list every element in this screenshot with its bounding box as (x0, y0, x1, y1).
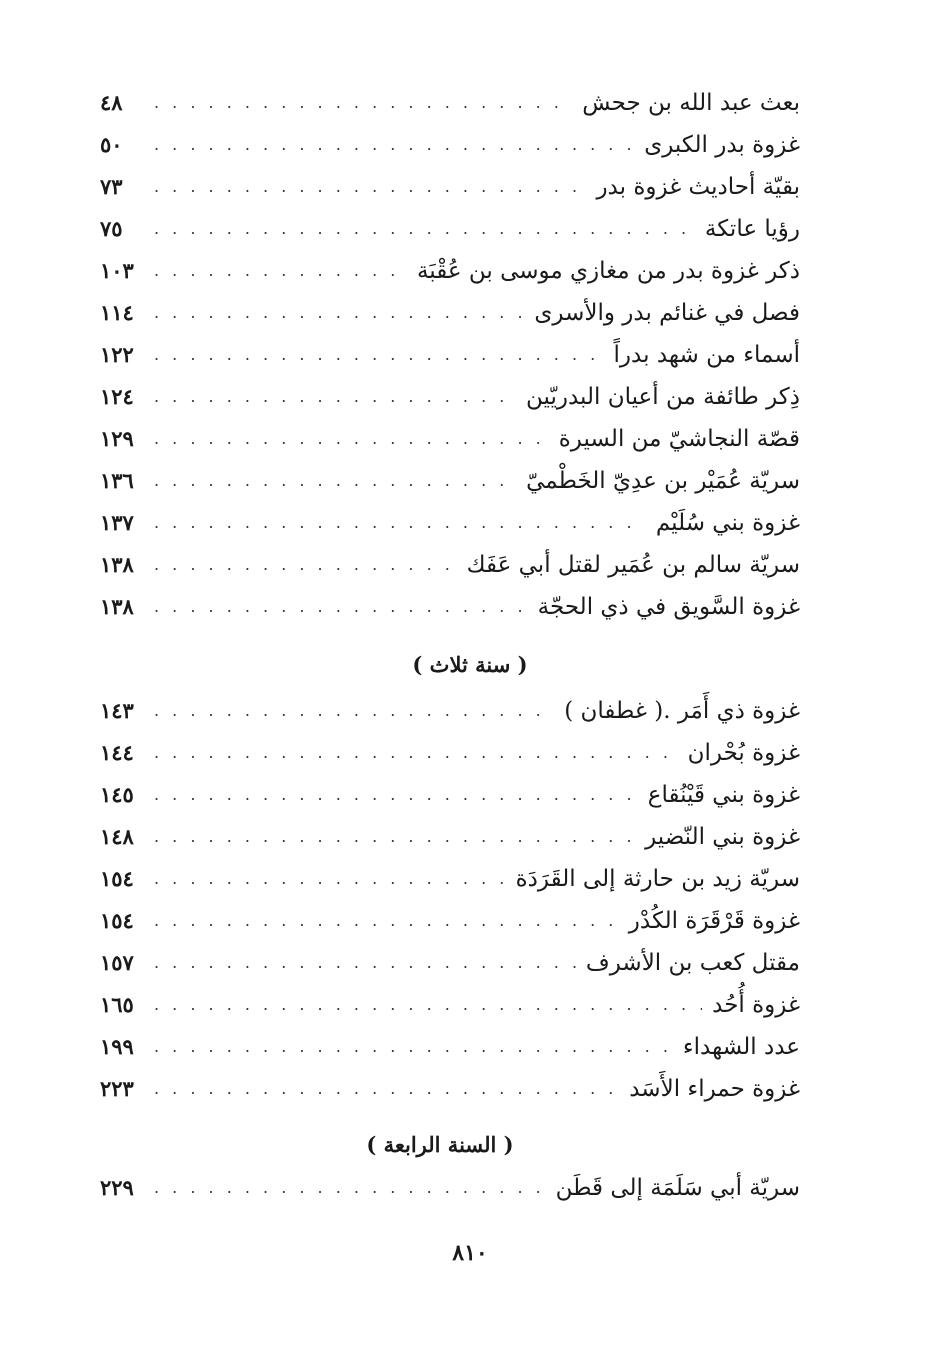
toc-entry (100, 732, 800, 774)
toc-leader-dots (154, 586, 528, 628)
toc-leader-dots (154, 1167, 546, 1209)
toc-entry-title: أسماء من شهد بدراً (613, 342, 800, 368)
toc-entry (100, 858, 800, 900)
toc-entry-title: غزوة بني سُلَيْم (655, 510, 800, 536)
toc-entry-page: ١٥٤ (100, 866, 134, 891)
toc-entry-title: غزوة أُحُد (712, 992, 800, 1018)
toc-entry-page: ١٥٧ (100, 950, 134, 975)
toc-entry-page: ١٦٥ (100, 992, 134, 1017)
toc-entry-title: غزوة بني النّضير (645, 824, 800, 850)
toc-entry-title: سريّة زيد بن حارثة إلى القَرَدَة (515, 866, 800, 892)
toc-entry-title: غزوة بدر الكبرى (644, 132, 800, 158)
toc-leader-dots (154, 942, 576, 984)
toc-entry-page: ١١٤ (100, 300, 134, 325)
toc-leader-dots (154, 984, 702, 1026)
toc-section-year-two (100, 82, 800, 628)
toc-entry-page: ٢٢٩ (100, 1175, 134, 1200)
toc-leader-dots (154, 774, 638, 816)
toc-leader-dots (154, 690, 554, 732)
toc-entry-title: سريّة سالم بن عُمَير لقتل أبي عَفَك (466, 552, 800, 578)
toc-section-year-three (100, 690, 800, 1110)
toc-leader-dots (154, 1026, 673, 1068)
toc-entry-title: غزوة بني قَيْنُقاع (647, 782, 800, 808)
toc-entry-title: فصل في غنائم بدر والأسرى (534, 300, 800, 326)
toc-entry-title: غزوة قَرْقَرَة الكُدْر (628, 908, 800, 934)
toc-leader-dots (154, 292, 524, 334)
toc-entry (100, 250, 800, 292)
toc-entry-page: ١٣٨ (100, 552, 134, 577)
toc-entry (100, 1026, 800, 1068)
toc-entry (100, 418, 800, 460)
toc-entry-title: سريّة عُمَيْر بن عدِيّ الخَطْميّ (526, 468, 800, 494)
toc-leader-dots (154, 208, 695, 250)
toc-leader-dots (154, 502, 646, 544)
toc-leader-dots (154, 816, 635, 858)
toc-entry (100, 774, 800, 816)
toc-entry-page: ١٢٤ (100, 384, 134, 409)
toc-entry (100, 166, 800, 208)
toc-entry (100, 816, 800, 858)
toc-leader-dots (154, 250, 407, 292)
toc-entry (100, 1167, 800, 1209)
toc-entry (100, 544, 800, 586)
toc-entry-page: ١٠٣ (100, 258, 134, 283)
toc-leader-dots (154, 732, 678, 774)
toc-leader-dots (154, 124, 634, 166)
toc-leader-dots (154, 82, 572, 124)
toc-entry (100, 82, 800, 124)
toc-entry-page: ١٢٢ (100, 342, 134, 367)
toc-leader-dots (154, 1068, 619, 1110)
toc-entry-page: ٧٥ (100, 216, 123, 241)
toc-leader-dots (154, 900, 619, 942)
toc-entry-page: ١٤٨ (100, 824, 134, 849)
toc-entry (100, 502, 800, 544)
toc-entry (100, 942, 800, 984)
toc-entry-title: بقيّة أحاديث غزوة بدر (596, 174, 800, 200)
toc-entry (100, 124, 800, 166)
section-heading-year-four: ( السنة الرابعة ) (366, 1132, 514, 1157)
page-number: ٨١٠ (452, 1240, 488, 1266)
toc-entry-title: غزوة السَّويق في ذي الحجّة (537, 594, 800, 620)
toc-entry (100, 586, 800, 628)
toc-leader-dots (154, 334, 604, 376)
toc-entry (100, 334, 800, 376)
section-heading-year-three: ( سنة ثلاث ) (412, 652, 528, 677)
toc-entry-page: ١٤٤ (100, 740, 134, 765)
toc-leader-dots (154, 858, 506, 900)
toc-entry (100, 376, 800, 418)
toc-entry (100, 460, 800, 502)
toc-section-year-four (100, 1167, 800, 1209)
toc-leader-dots (154, 376, 516, 418)
toc-entry-title: ذِكر طائفة من أعيان البدريّين (526, 384, 800, 410)
toc-entry (100, 292, 800, 334)
toc-entry-title: مقتل كعب بن الأشرف (585, 950, 800, 976)
toc-entry (100, 900, 800, 942)
toc-entry-page: ١٤٣ (100, 698, 134, 723)
toc-entry-title: ذكر غزوة بدر من مغازي موسى بن عُقْبَة (416, 258, 800, 284)
toc-entry-page: ٧٣ (100, 174, 123, 199)
toc-entry-title: غزوة حمراء الأَسَد (629, 1076, 800, 1102)
toc-entry-page: ١٢٩ (100, 426, 134, 451)
toc-entry-page: ٢٢٣ (100, 1076, 134, 1101)
toc-entry-title: رؤيا عاتكة (704, 216, 800, 242)
toc-entry (100, 1068, 800, 1110)
toc-entry-title: غزوة بُحْران (687, 740, 800, 766)
toc-entry-page: ٥٠ (100, 132, 123, 157)
toc-entry-title: غزوة ذي أَمَر .( غطفان ) (564, 698, 800, 724)
toc-entry-title: بعث عبد الله بن جحش (582, 90, 800, 116)
toc-leader-dots (154, 166, 586, 208)
toc-entry-page: ١٩٩ (100, 1034, 134, 1059)
toc-entry-page: ١٣٨ (100, 594, 134, 619)
toc-entry-title: سريّة أبي سَلَمَة إلى قَطَن (555, 1175, 800, 1201)
toc-entry (100, 984, 800, 1026)
toc-leader-dots (154, 460, 516, 502)
toc-entry (100, 690, 800, 732)
toc-entry-page: ١٣٧ (100, 510, 134, 535)
toc-leader-dots (154, 544, 457, 586)
toc-entry-page: ١٣٦ (100, 468, 134, 493)
toc-entry-page: ٤٨ (100, 90, 123, 115)
toc-entry-title: قصّة النجاشيّ من السيرة (558, 426, 800, 452)
toc-leader-dots (154, 418, 549, 460)
toc-entry (100, 208, 800, 250)
toc-entry-page: ١٤٥ (100, 782, 134, 807)
toc-entry-page: ١٥٤ (100, 908, 134, 933)
toc-entry-title: عدد الشهداء (682, 1034, 800, 1060)
